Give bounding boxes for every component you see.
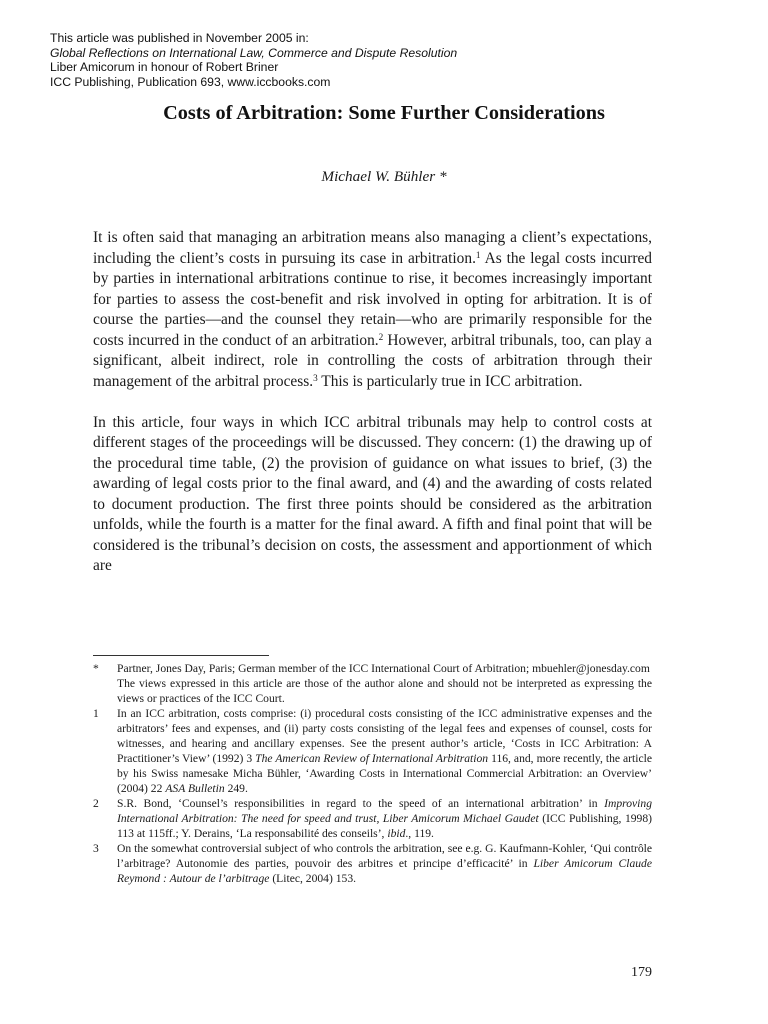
- body-text: It is often said that managing an arbitration means also managing a client’s expectations, including the client’s costs in pursuing its case in arbitration.: [93, 229, 652, 267]
- footnote-text-run: (ICC Publishing, 1998) 113 at 115ff.; Y. Derains, ‘La responsabilité des conseils’,: [117, 812, 653, 840]
- footnote-text-run: 116, and, more recently, the article by his Swiss namesake Micha Bühler, ‘Awarding Costs in International Commercial Arbitration: an Overview’ (2004) 22: [117, 752, 652, 795]
- footnote-2: [93, 796, 652, 841]
- footnote-text: [117, 796, 652, 841]
- body-text: However, arbitral tribunals, too, can play a significant, albeit indirect, role in controlling the costs of arbitration through their management of the arbitral process.: [93, 331, 653, 390]
- body-paragraph: [93, 228, 652, 392]
- body-paragraph: [93, 413, 652, 577]
- footnote-divider: [93, 655, 269, 656]
- publication-note: [50, 31, 650, 89]
- body-text: As the legal costs incurred by parties in international arbitrations continue to rise, it becomes increasingly important for parties to assess the cost-benefit and risk involved in opting for arbitration. It is of course the parties—and the counsel they retain—who are primarily responsible for the costs incurred in the conduct of an arbitration.: [93, 249, 652, 349]
- footnote-ref[interactable]: 2: [378, 331, 384, 342]
- footnote-citation-title: ASA Bulletin: [165, 782, 225, 795]
- footnote-mark: 3: [93, 842, 99, 855]
- article-title: Costs of Arbitration: Some Further Considerations: [163, 102, 605, 124]
- body-text: In this article, four ways in which ICC arbitral tribunals may help to control costs at different stages of the proceedings will be discussed. They concern: (1) the drawing up of the procedural time table, (2) the provision of guidance on what issues to brief, (3) the awarding of legal costs prior to the final award, and (4) and the awarding of costs related to document production. The first three points should be considered as the arbitration unfolds, while the fourth is a matter for the final award. A fifth and final point that will be considered is the tribunal’s decision on costs, the assessment and apportionment of which are: [93, 413, 652, 574]
- footnote-text: [117, 841, 652, 886]
- article-body: [93, 228, 652, 577]
- author-name: Michael W. Bühler *: [321, 168, 447, 185]
- footnote-1: [93, 706, 652, 796]
- footnote-citation-title: The American Review of International Arbitration: [255, 752, 489, 765]
- footnote-mark: 2: [93, 797, 99, 810]
- publication-note-line: This article was published in November 2005 in:: [50, 31, 309, 45]
- footnote-text-run: 249.: [224, 782, 248, 795]
- footnote-3: [93, 841, 652, 886]
- footnote-text: The views expressed in this article are those of the author alone and should not be interpreted as expressing the views or practices of the ICC Court.: [117, 677, 652, 705]
- footnote-citation-title: ibid: [387, 827, 406, 840]
- footnotes: [93, 661, 652, 886]
- footnote-text: [117, 706, 652, 796]
- page-number: 179: [631, 965, 652, 980]
- footnote-text-run: ., 119.: [405, 827, 434, 840]
- footnote-text-run: In an ICC arbitration, costs comprise: (i) procedural costs consisting of the ICC administrative expenses and the arbitrators’ fees and expenses, and (ii) party costs consisting of the legal fees and expenses of counsel, costs for witnesses, and hearing and ancillary expenses. See the present author’s article, ‘Costs in ICC Arbitration: A Practitioner’s View’ (1992) 3: [117, 707, 652, 765]
- publication-note-line: ICC Publishing, Publication 693, www.iccbooks.com: [50, 74, 331, 89]
- publication-book-title: Global Reflections on International Law, Commerce and Dispute Resolution: [50, 45, 458, 60]
- footnote-text: Partner, Jones Day, Paris; German member of the ICC International Court of Arbitration; mbuehler@jonesday.com: [117, 662, 650, 675]
- footnote-text-run: (Litec, 2004) 153.: [269, 872, 357, 885]
- publication-note-line: Liber Amicorum in honour of Robert Briner: [50, 60, 279, 75]
- footnote-author: [93, 661, 652, 706]
- footnote-mark: 1: [93, 707, 99, 720]
- footnote-ref[interactable]: 1: [475, 249, 481, 260]
- footnote-text-run: S.R. Bond, ‘Counsel’s responsibilities in regard to the speed of an international arbitration’ in: [117, 797, 605, 810]
- footnote-citation-title: Liber Amicorum Claude Reymond : Autour de l’arbitrage: [117, 857, 652, 885]
- body-text: This is particularly true in ICC arbitration.: [317, 372, 583, 390]
- footnote-citation-title: Improving International Arbitration: The need for speed and trust, Liber Amicorum Michael Gaudet: [117, 797, 652, 825]
- footnote-ref[interactable]: 3: [313, 372, 318, 383]
- footnote-mark: *: [93, 662, 99, 675]
- footnote-text-run: On the somewhat controversial subject of who controls the arbitration, see e.g. G. Kaufmann-Kohler, ‘Qui contrôle l’arbitrage? Autonomie des parties, pouvoir des arbitres et principe d’efficacité’ in: [117, 842, 652, 870]
